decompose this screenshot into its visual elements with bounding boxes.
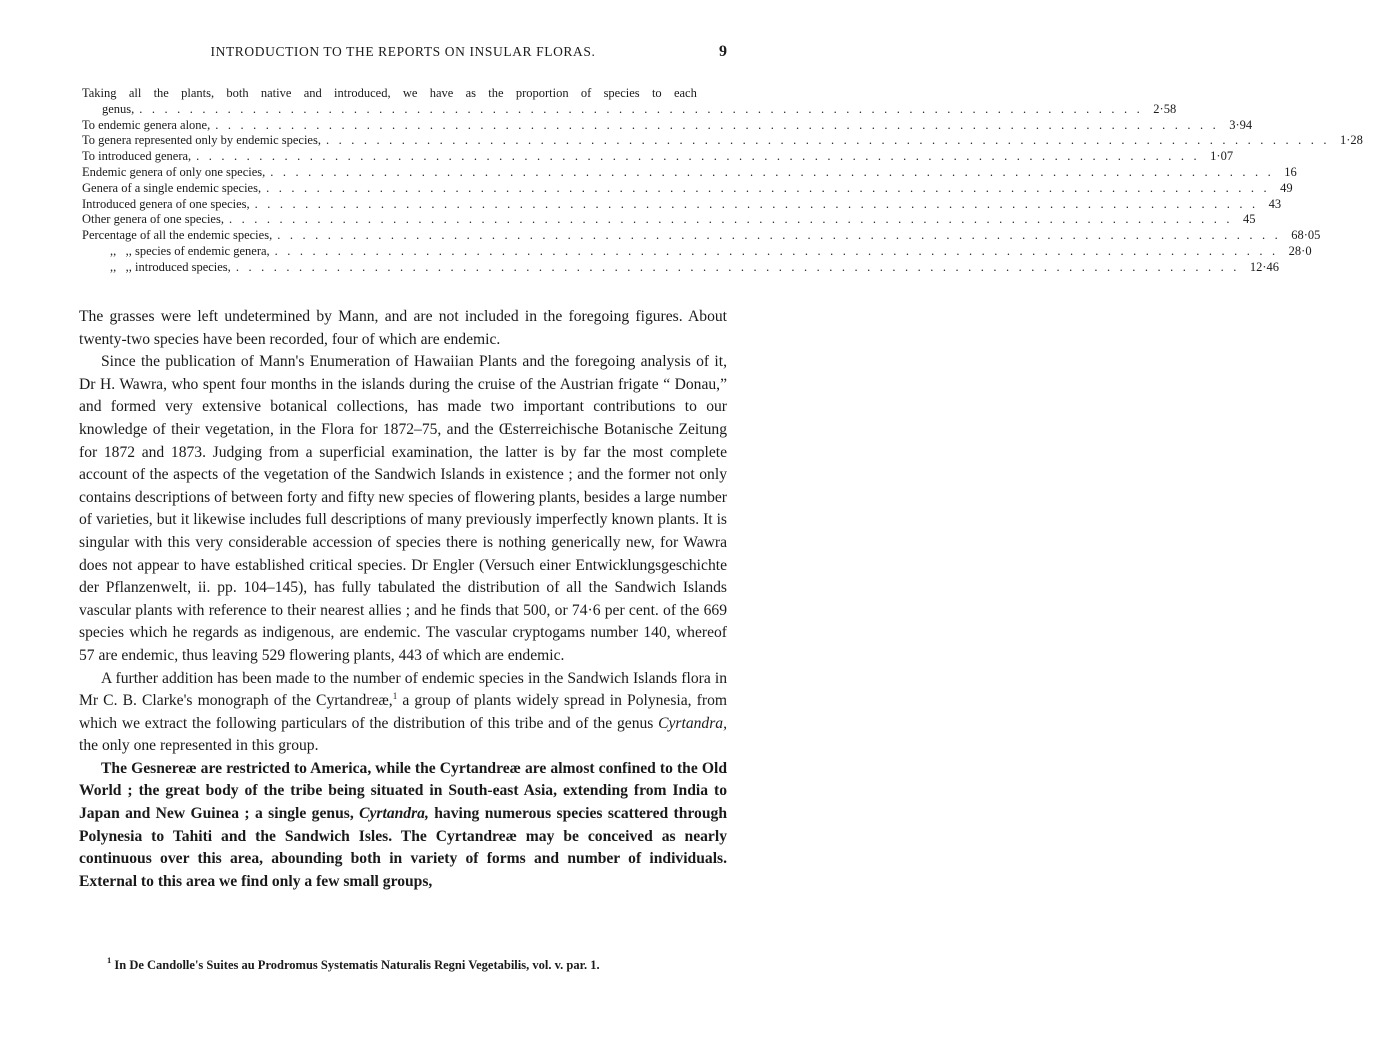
paragraph-grasses bbox=[79, 306, 727, 351]
dot-leader: ................................................................................ bbox=[254, 196, 1265, 211]
statistics-row-label bbox=[82, 102, 134, 118]
paragraph-grasses-text: The grasses were left undetermined by Mann, and are not included in the foregoing figures. About twenty-two species have been recorded, four of which are endemic. bbox=[79, 308, 727, 348]
paragraph-clarke-text-b: a group of plants widely spread in Polynesia, from which we extract the following particulars of the distribution of this tribe and of the genus bbox=[79, 692, 727, 732]
statistics-row-text: Introduced genera of one species, bbox=[82, 196, 250, 211]
statistics-intro-word: native bbox=[260, 86, 292, 100]
dot-leader: ................................................................................ bbox=[228, 212, 1239, 227]
statistics-intro-word: to bbox=[651, 86, 662, 100]
statistics-row bbox=[82, 243, 1312, 260]
dot-leader: ................................................................................ bbox=[196, 149, 1207, 164]
statistics-intro-word: each bbox=[673, 86, 697, 100]
statistics-row-value: 68·05 bbox=[1291, 228, 1321, 243]
statistics-row-label bbox=[82, 228, 272, 244]
paragraph-gesneree-text-b: having numerous species scattered through Polynesia to Tahiti and the Sandwich Isles. The Cyrtandreæ may be conceived as nearly continuous over this area, abounding both in variety of forms and number of individuals. External to this area we find only a few small groups, bbox=[79, 805, 727, 890]
statistics-row bbox=[82, 228, 1321, 244]
statistics-row-label bbox=[82, 149, 191, 165]
genus-name-cyrtandra-2: Cyrtandra, bbox=[359, 805, 429, 823]
statistics-row-value: 28·0 bbox=[1288, 243, 1312, 258]
statistics-row bbox=[82, 180, 1293, 197]
statistics-row bbox=[82, 101, 1177, 118]
statistics-row-label bbox=[82, 118, 210, 134]
statistics-intro-word: of bbox=[580, 86, 592, 100]
statistics-row-label bbox=[82, 181, 261, 197]
statistics-row-text: Percentage of all the endemic species, bbox=[82, 228, 273, 243]
paragraph-gesneree bbox=[79, 758, 727, 894]
ditto-marks: ,, ,, bbox=[110, 259, 132, 274]
statistics-row-text: To introduced genera, bbox=[82, 149, 192, 164]
statistics-row-value: 43 bbox=[1268, 196, 1282, 211]
statistics-intro-word: Taking bbox=[82, 86, 117, 100]
statistics-row-text: To genera represented only by endemic species, bbox=[82, 133, 321, 148]
statistics-intro-word: proportion bbox=[515, 86, 569, 100]
statistics-row bbox=[82, 164, 1297, 181]
statistics-intro-word: plants, bbox=[181, 86, 215, 100]
statistics-intro-word: species bbox=[603, 86, 640, 100]
statistics-intro-word: the bbox=[488, 86, 504, 100]
statistics-row-label bbox=[82, 244, 270, 260]
statistics-row-value: 49 bbox=[1280, 180, 1293, 195]
statistics-intro-word: both bbox=[226, 86, 249, 100]
statistics-intro-word: all bbox=[128, 86, 142, 100]
statistics-intro-word: have bbox=[429, 86, 454, 100]
footnote bbox=[79, 955, 727, 973]
dot-leader: ................................................................................ bbox=[270, 164, 1281, 179]
statistics-row bbox=[82, 133, 1363, 149]
statistics-row-text: Endemic genera of only one species, bbox=[82, 164, 266, 179]
dot-leader: ................................................................................ bbox=[325, 133, 1336, 148]
paragraph-gesneree-text-a: The Gesnereæ are restricted to America, while the Cyrtandreæ are almost confined to the Old World ; the great body of the tribe being situated in South-east Asia, extending from India to Japan and New Guinea ; a single genus, bbox=[79, 759, 727, 823]
dot-leader: ................................................................................ bbox=[215, 117, 1226, 132]
statistics-row-value: 1·28 bbox=[1339, 133, 1363, 148]
statistics-row-text: To endemic genera alone, bbox=[82, 117, 211, 132]
footnote-mark: 1 bbox=[107, 955, 112, 965]
statistics-intro bbox=[82, 86, 697, 102]
statistics-row-text: Genera of a single endemic species, bbox=[82, 180, 262, 195]
statistics-intro-word: the bbox=[153, 86, 169, 100]
statistics-row bbox=[82, 259, 1279, 276]
statistics-intro-word: introduced, bbox=[334, 86, 391, 100]
dot-leader: ................................................................................ bbox=[277, 228, 1288, 243]
paragraph-wawra bbox=[79, 351, 727, 667]
statistics-row-value: 2·58 bbox=[1153, 101, 1177, 116]
dot-leader: ................................................................................ bbox=[139, 101, 1150, 116]
footnote-text: In De Candolle's Suites au Prodromus Systematis Naturalis Regni Vegetabilis, vol. v. par. 1. bbox=[111, 958, 600, 972]
paragraph-clarke-text-c: the only one represented in this group. bbox=[79, 737, 319, 755]
statistics-row-label bbox=[82, 197, 250, 213]
dot-leader: ................................................................................ bbox=[274, 243, 1285, 258]
statistics-row-label bbox=[82, 212, 224, 228]
statistics-rows bbox=[82, 101, 1363, 276]
body-text bbox=[79, 306, 727, 893]
statistics-row bbox=[82, 117, 1253, 134]
footnote-reference: 1 bbox=[392, 691, 398, 702]
statistics-row bbox=[82, 196, 1282, 213]
paragraph-clarke-text-a: A further addition has been made to the number of endemic species in the Sandwich Islands flora in Mr C. B. Clarke's monograph of the Cyrtandreæ, bbox=[79, 669, 727, 710]
running-head bbox=[79, 44, 727, 66]
ditto-marks: ,, ,, bbox=[110, 243, 132, 258]
statistics-row-text: introduced species, bbox=[135, 259, 231, 274]
dot-leader: ................................................................................ bbox=[235, 259, 1246, 274]
statistics-intro-word: and bbox=[303, 86, 322, 100]
dot-leader: ................................................................................ bbox=[266, 180, 1277, 195]
statistics-row-text: genus, bbox=[102, 101, 135, 116]
statistics-intro-word: as bbox=[465, 86, 477, 100]
running-title: INTRODUCTION TO THE REPORTS ON INSULAR FLORAS. bbox=[210, 44, 596, 59]
statistics-row-label bbox=[82, 133, 321, 149]
statistics-row bbox=[82, 149, 1234, 165]
statistics-row-value: 3·94 bbox=[1229, 117, 1253, 132]
paragraph-wawra-text: Since the publication of Mann's Enumeration of Hawaiian Plants and the foregoing analysis of it, Dr H. Wawra, who spent four months in the islands during the cruise of the Austrian frigate “ Donau,” and formed very extensive botanical collections, has made two important contributions to our knowledge of their vegetation, in the Flora for 1872–75, and the Œsterreichische Botanische Zeitung for 1872 and 1873. Judging from a superficial examination, the latter is by far the most complete account of the aspects of the vegetation of the Sandwich Islands in existence ; and the former not only contains descriptions of between forty and fifty new species of flowering plants, besides a large number of varieties, but it likewise includes full descriptions of many previously imperfectly known plants. It is singular with this very considerable accession of species there is nothing generically new, for Wawra does not appear to have established critical species. Dr Engler (Versuch einer Entwicklungsgeschichte der Pflanzenwelt, ii. pp. 104–145), has fully tabulated the distribution of all the Sandwich Islands vascular plants with reference to their nearest allies ; and he finds that 500, or 74·6 per cent. of the 669 species which he regards as indigenous, are endemic. The vascular cryptogams number 140, whereof 57 are endemic, thus leaving 529 flowering plants, 443 of which are endemic. bbox=[79, 353, 727, 664]
statistics-row-label bbox=[82, 165, 265, 181]
statistics-row-value: 12·46 bbox=[1249, 259, 1279, 274]
statistics-row-value: 45 bbox=[1242, 212, 1256, 227]
genus-name-cyrtandra: Cyrtandra, bbox=[658, 714, 727, 732]
statistics-intro-word: we bbox=[402, 86, 418, 100]
page-number: 9 bbox=[719, 43, 727, 60]
statistics-row bbox=[82, 212, 1256, 228]
statistics-row-text: species of endemic genera, bbox=[135, 243, 270, 258]
statistics-row-label bbox=[82, 260, 231, 276]
statistics-row-value: 1·07 bbox=[1210, 149, 1234, 164]
statistics-row-value: 16 bbox=[1284, 164, 1297, 179]
paragraph-clarke bbox=[79, 668, 727, 758]
statistics-table bbox=[82, 86, 1363, 276]
statistics-row-text: Other genera of one species, bbox=[82, 212, 224, 227]
